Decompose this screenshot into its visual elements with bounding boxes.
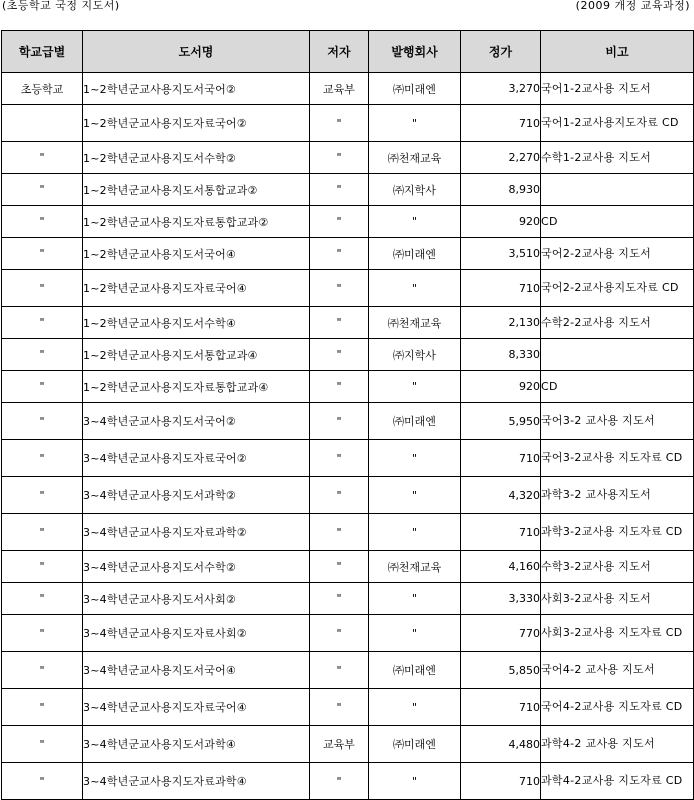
table-row	[2, 238, 694, 270]
cell-note: 국어4-2 교사용 지도서	[541, 652, 694, 689]
cell-author: 교육부	[310, 73, 369, 105]
cell-publisher: "	[369, 206, 461, 238]
cell-school-level: "	[2, 551, 83, 583]
cell-price: 2,130	[461, 307, 541, 339]
cell-author: 교육부	[310, 726, 369, 763]
cell-publisher: ㈜천재교육	[369, 142, 461, 174]
cell-book-title: 1~2학년군교사용지도서국어④	[83, 238, 310, 270]
cell-price: 8,330	[461, 339, 541, 371]
cell-price: 3,330	[461, 583, 541, 615]
cell-school-level: "	[2, 689, 83, 726]
cell-author: "	[310, 142, 369, 174]
cell-price: 920	[461, 371, 541, 403]
cell-price: 710	[461, 689, 541, 726]
header-author: 저자	[310, 31, 369, 73]
cell-author: "	[310, 551, 369, 583]
cell-school-level: "	[2, 403, 83, 440]
cell-publisher: ㈜미래엔	[369, 73, 461, 105]
cell-book-title: 1~2학년군교사용지도자료국어④	[83, 270, 310, 307]
cell-school-level: "	[2, 307, 83, 339]
cell-book-title: 1~2학년군교사용지도서수학②	[83, 142, 310, 174]
cell-price: 920	[461, 206, 541, 238]
header-school-level: 학교급별	[2, 31, 83, 73]
cell-author: "	[310, 105, 369, 142]
cell-note: 국어3-2 교사용 지도서	[541, 403, 694, 440]
cell-note: 과학4-2 교사용 지도서	[541, 726, 694, 763]
table-row	[2, 307, 694, 339]
cell-publisher: ㈜지학사	[369, 339, 461, 371]
cell-price: 710	[461, 105, 541, 142]
cell-book-title: 3~4학년군교사용지도서수학②	[83, 551, 310, 583]
table-row	[2, 689, 694, 726]
header-book-title: 도서명	[83, 31, 310, 73]
cell-author: "	[310, 403, 369, 440]
cell-note: 과학3-2 교사용지도서	[541, 477, 694, 514]
cell-note: 수학2-2교사용 지도서	[541, 307, 694, 339]
cell-author: "	[310, 206, 369, 238]
cell-book-title: 3~4학년군교사용지도자료국어②	[83, 440, 310, 477]
table-row	[2, 583, 694, 615]
cell-note: 국어1-2교사용 지도서	[541, 73, 694, 105]
textbook-price-table	[1, 30, 694, 800]
cell-publisher: "	[369, 615, 461, 652]
table-row	[2, 440, 694, 477]
cell-publisher: "	[369, 105, 461, 142]
cell-price: 4,480	[461, 726, 541, 763]
cell-book-title: 1~2학년군교사용지도자료통합교과④	[83, 371, 310, 403]
cell-note: CD	[541, 206, 694, 238]
cell-author: "	[310, 174, 369, 206]
caption-left: (초등학교 국정 지도서)	[2, 0, 120, 12]
cell-publisher: ㈜미래엔	[369, 726, 461, 763]
table-row	[2, 339, 694, 371]
cell-note: 국어2-2교사용 지도서	[541, 238, 694, 270]
cell-author: "	[310, 270, 369, 307]
cell-school-level: "	[2, 270, 83, 307]
cell-author: "	[310, 477, 369, 514]
cell-note	[541, 174, 694, 206]
cell-note: 과학4-2교사용 지도자료 CD	[541, 763, 694, 800]
caption-right: (2009 개정 교육과정)	[575, 0, 690, 12]
cell-author: "	[310, 238, 369, 270]
cell-author: "	[310, 689, 369, 726]
table-row	[2, 403, 694, 440]
table-row	[2, 652, 694, 689]
cell-publisher: ㈜미래엔	[369, 238, 461, 270]
cell-book-title: 3~4학년군교사용지도서과학②	[83, 477, 310, 514]
cell-price: 5,950	[461, 403, 541, 440]
table-row	[2, 514, 694, 551]
cell-publisher: "	[369, 440, 461, 477]
cell-school-level: "	[2, 339, 83, 371]
cell-price: 3,510	[461, 238, 541, 270]
cell-author: "	[310, 307, 369, 339]
cell-price: 5,850	[461, 652, 541, 689]
cell-school-level: "	[2, 583, 83, 615]
cell-school-level: "	[2, 238, 83, 270]
cell-book-title: 3~4학년군교사용지도자료과학②	[83, 514, 310, 551]
cell-publisher: ㈜지학사	[369, 174, 461, 206]
cell-book-title: 3~4학년군교사용지도서국어④	[83, 652, 310, 689]
cell-publisher: "	[369, 763, 461, 800]
table-row	[2, 73, 694, 105]
table-row	[2, 726, 694, 763]
cell-price: 8,930	[461, 174, 541, 206]
cell-school-level: "	[2, 142, 83, 174]
cell-note: 수학3-2교사용 지도서	[541, 551, 694, 583]
table-row	[2, 142, 694, 174]
table-row	[2, 174, 694, 206]
cell-book-title: 1~2학년군교사용지도자료통합교과②	[83, 206, 310, 238]
header-price: 정가	[461, 31, 541, 73]
cell-note: 사회3-2교사용 지도자료 CD	[541, 615, 694, 652]
cell-school-level: "	[2, 206, 83, 238]
table-header-row	[2, 31, 694, 73]
cell-note: CD	[541, 371, 694, 403]
table-row	[2, 551, 694, 583]
cell-author: "	[310, 652, 369, 689]
cell-price: 710	[461, 270, 541, 307]
cell-school-level: "	[2, 174, 83, 206]
header-note: 비고	[541, 31, 694, 73]
cell-note: 국어1-2교사용지도자료 CD	[541, 105, 694, 142]
cell-school-level: "	[2, 652, 83, 689]
cell-note: 국어4-2교사용 지도자료 CD	[541, 689, 694, 726]
cell-book-title: 3~4학년군교사용지도자료국어④	[83, 689, 310, 726]
cell-author: "	[310, 440, 369, 477]
table-row	[2, 763, 694, 800]
cell-price: 710	[461, 763, 541, 800]
cell-school-level: "	[2, 477, 83, 514]
cell-price: 2,270	[461, 142, 541, 174]
table-row	[2, 615, 694, 652]
cell-publisher: ㈜미래엔	[369, 403, 461, 440]
cell-book-title: 1~2학년군교사용지도서통합교과②	[83, 174, 310, 206]
cell-book-title: 3~4학년군교사용지도자료과학④	[83, 763, 310, 800]
cell-book-title: 3~4학년군교사용지도서국어②	[83, 403, 310, 440]
cell-author: "	[310, 339, 369, 371]
cell-book-title: 1~2학년군교사용지도서통합교과④	[83, 339, 310, 371]
cell-price: 4,320	[461, 477, 541, 514]
cell-book-title: 3~4학년군교사용지도서과학④	[83, 726, 310, 763]
cell-book-title: 3~4학년군교사용지도서사회②	[83, 583, 310, 615]
cell-note: 과학3-2교사용 지도자료 CD	[541, 514, 694, 551]
table-row	[2, 371, 694, 403]
cell-publisher: "	[369, 371, 461, 403]
cell-note: 사회3-2교사용 지도서	[541, 583, 694, 615]
table-row	[2, 477, 694, 514]
cell-school-level: "	[2, 615, 83, 652]
cell-price: 4,160	[461, 551, 541, 583]
cell-publisher: ㈜천재교육	[369, 551, 461, 583]
cell-publisher: "	[369, 270, 461, 307]
cell-school-level: "	[2, 726, 83, 763]
cell-publisher: ㈜미래엔	[369, 652, 461, 689]
cell-book-title: 1~2학년군교사용지도자료국어②	[83, 105, 310, 142]
table-row	[2, 270, 694, 307]
cell-school-level: "	[2, 763, 83, 800]
cell-school-level: 초등학교	[2, 73, 83, 105]
cell-school-level: "	[2, 514, 83, 551]
cell-author: "	[310, 583, 369, 615]
cell-book-title: 1~2학년군교사용지도서국어②	[83, 73, 310, 105]
cell-price: 710	[461, 514, 541, 551]
cell-publisher: "	[369, 583, 461, 615]
cell-note: 국어3-2교사용 지도자료 CD	[541, 440, 694, 477]
cell-author: "	[310, 371, 369, 403]
table-row	[2, 206, 694, 238]
cell-price: 3,270	[461, 73, 541, 105]
table-row	[2, 105, 694, 142]
cell-book-title: 1~2학년군교사용지도서수학④	[83, 307, 310, 339]
page-caption	[0, 0, 694, 26]
cell-author: "	[310, 763, 369, 800]
cell-author: "	[310, 615, 369, 652]
cell-author: "	[310, 514, 369, 551]
cell-book-title: 3~4학년군교사용지도자료사회②	[83, 615, 310, 652]
cell-publisher: "	[369, 477, 461, 514]
cell-price: 710	[461, 440, 541, 477]
cell-note: 수학1-2교사용 지도서	[541, 142, 694, 174]
cell-publisher: ㈜천재교육	[369, 307, 461, 339]
cell-publisher: "	[369, 514, 461, 551]
header-publisher: 발행회사	[369, 31, 461, 73]
cell-note	[541, 339, 694, 371]
cell-school-level	[2, 105, 83, 142]
cell-school-level: "	[2, 371, 83, 403]
cell-note: 국어2-2교사용지도자료 CD	[541, 270, 694, 307]
cell-school-level: "	[2, 440, 83, 477]
cell-publisher: "	[369, 689, 461, 726]
cell-price: 770	[461, 615, 541, 652]
